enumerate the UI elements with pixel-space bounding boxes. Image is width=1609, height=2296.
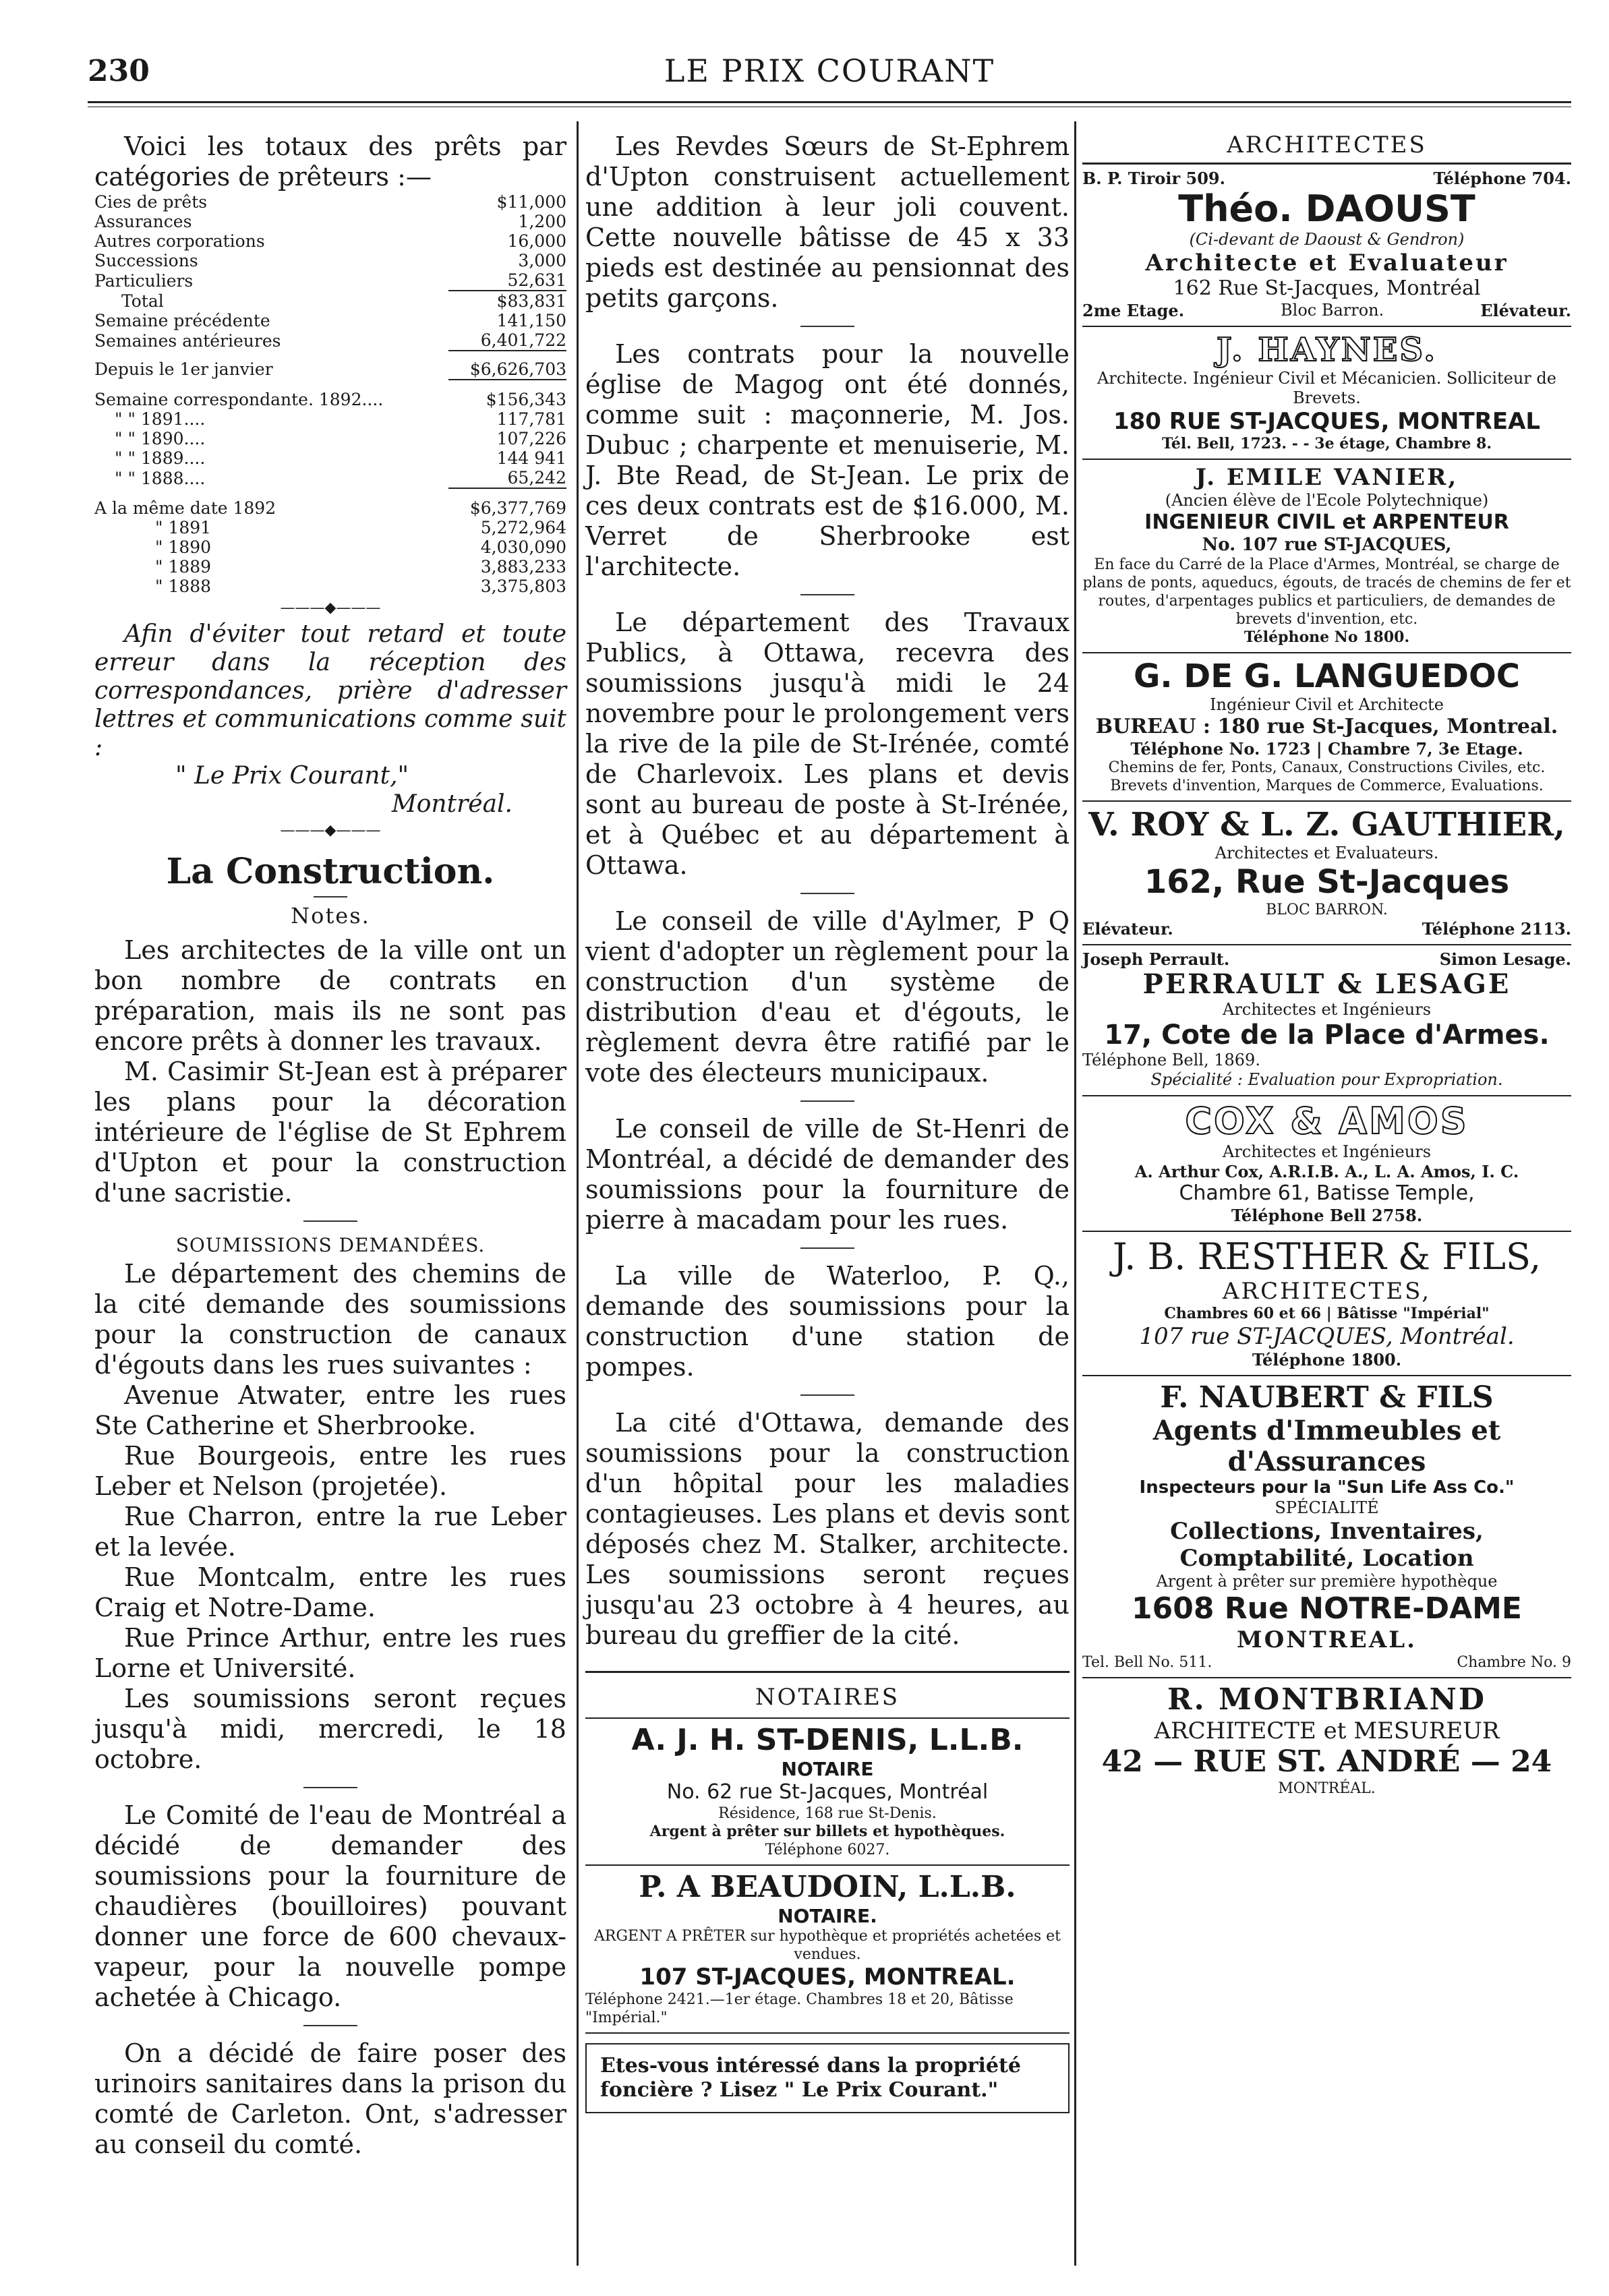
table-row: " 1889 3,883,233 bbox=[155, 557, 566, 577]
table-row: " " 1890.... 107,226 bbox=[115, 429, 566, 448]
table-row: Semaines antérieures 6,401,722 bbox=[94, 330, 566, 351]
table-row: Semaine correspondante. 1892.... $156,343 bbox=[94, 380, 566, 409]
notaires-section bbox=[585, 1671, 1070, 2113]
subsection-heading: SOUMISSIONS DEMANDÉES. bbox=[175, 1234, 486, 1256]
ad-haynes: J. HAYNES. Architecte. Ingénieur Civil et Mécanicien. Solliciteur de Brevets. 180 RUE ST-JACQUES, MONTREAL Tél. Bell, 1723. - - 3e étage, Chambre 8. bbox=[1082, 327, 1571, 460]
article-paragraph: Le département des Travaux Publics, à Ottawa, recevra des soumissions jusqu'à midi le 24 novembre pour le prolongement vers la rive de la pile de St-Irénée, comté de Charlevoix. Les plans et devis sont au bureau de poste à St-Irénée, et à Québec et au département à Ottawa. bbox=[585, 608, 1070, 880]
ad-languedoc: G. DE G. LANGUEDOC Ingénieur Civil et Architecte BUREAU : 180 rue St-Jacques, Montreal. Téléphone No. 1723 | Chambre 7, 3e Etage. Chemins de fer, Ponts, Canaux, Constructions Civiles, etc. Brevets d'invention, Marques de Commerce, Evaluations. bbox=[1082, 653, 1571, 802]
ad-name: J. B. RESTHER & FILS, bbox=[1112, 1235, 1542, 1278]
notary-name: A. J. H. ST-DENIS, L.L.B. bbox=[631, 1723, 1024, 1757]
article-paragraph: Le conseil de ville de St-Henri de Montréal, a décidé de demander des soumissions pour la fourniture de pierre à macadam pour les rues. bbox=[585, 1114, 1070, 1235]
notary-residence: Résidence, 168 rue St-Denis. bbox=[718, 1805, 937, 1822]
header-rule bbox=[88, 101, 1571, 103]
notary-phone: Téléphone 6027. bbox=[765, 1842, 890, 1858]
article-paragraph: La cité d'Ottawa, demande des soumissions pour la construction d'un hôpital pour les maladies contagieuses. Les plans et devis sont déposés chez M. Stalker, architecte. Les soumissions seront reçues jusqu'au 23 octobre à 4 heures, au bureau du greffier de la cité. bbox=[585, 1408, 1070, 1650]
article-paragraph: Avenue Atwater, entre les rues Ste Catherine et Sherbrooke. bbox=[94, 1380, 566, 1440]
separator bbox=[800, 1100, 854, 1102]
notary-card bbox=[585, 1719, 1070, 1866]
notary-address: No. 62 rue St-Jacques, Montréal bbox=[666, 1780, 989, 1804]
ad-name: F. NAUBERT & FILS bbox=[1160, 1380, 1494, 1415]
article-paragraph: Rue Prince Arthur, entre les rues Lorne et Université. bbox=[94, 1623, 566, 1683]
separator bbox=[303, 1787, 357, 1788]
table-row: " 1890 4,030,090 bbox=[155, 537, 566, 557]
ad-name: J. HAYNES. bbox=[1217, 331, 1437, 369]
page-number: 230 bbox=[88, 54, 150, 88]
ad-name: G. DE G. LANGUEDOC bbox=[1134, 657, 1520, 695]
separator bbox=[800, 1394, 854, 1396]
table-row: A la même date 1892 $6,377,769 bbox=[94, 488, 566, 518]
article-paragraph: Rue Charron, entre la rue Leber et la levée. bbox=[94, 1502, 566, 1562]
notaires-heading: NOTAIRES bbox=[585, 1684, 1070, 1719]
table-row: Successions 3,000 bbox=[94, 251, 566, 270]
notice-address: " Le Prix Courant," bbox=[175, 762, 409, 790]
ad-roy-gauthier: V. ROY & L. Z. GAUTHIER, Architectes et Evaluateurs. 162, Rue St-Jacques BLOC BARRON. Elévateur. Téléphone 2113. bbox=[1082, 802, 1571, 945]
ad-montbriand: R. MONTBRIAND ARCHITECTE et MESUREUR 42 — RUE ST. ANDRÉ — 24 MONTRÉAL. bbox=[1082, 1678, 1571, 1798]
article-paragraph: On a décidé de faire poser des urinoirs sanitaires dans la prison du comté de Carleton. Ont, s'adresser au conseil du comté. bbox=[94, 2038, 566, 2159]
notice-text: Afin d'éviter tout retard et toute erreur dans la réception des correspondances, prière d'adresser lettres et communications comme suit : bbox=[94, 620, 566, 761]
ad-vanier: J. EMILE VANIER, (Ancien élève de l'Ecole Polytechnique) INGENIEUR CIVIL et ARPENTEUR No. 107 rue ST-JACQUES, En face du Carré de la Place d'Armes, Montréal, se charge de plans de ponts, aqueducs, égouts, de tracés de chemins de fer et routes, d'arpentages publics et particuliers, de demandes de brevets d'invention, etc. Téléphone No 1800. bbox=[1082, 460, 1571, 653]
page-title: LE PRIX COURANT bbox=[664, 53, 995, 89]
notary-role: NOTAIRE bbox=[781, 1758, 874, 1780]
column-divider-2 bbox=[1074, 121, 1076, 2266]
ad-name: PERRAULT & LESAGE bbox=[1142, 968, 1511, 1000]
ad-name: COX & AMOS bbox=[1185, 1100, 1469, 1142]
notice-city: Montréal. bbox=[391, 790, 513, 818]
table-row: " " 1888.... 65,242 bbox=[115, 468, 566, 488]
notes-heading: Notes. bbox=[291, 903, 370, 929]
ad-name: R. MONTBRIAND bbox=[1167, 1682, 1487, 1717]
notary-loan: ARGENT A PRÊTER sur hypothèque et propriétés achetées et vendues. bbox=[594, 1928, 1061, 1963]
table-row: " 1888 3,375,803 bbox=[155, 577, 566, 596]
column-3 bbox=[1082, 131, 1571, 1798]
table-row: " " 1889.... 144 941 bbox=[115, 448, 566, 468]
article-paragraph: La ville de Waterloo, P. Q., demande des soumissions pour la construction d'une station de pompes. bbox=[585, 1261, 1070, 1382]
table-row: Semaine précédente 141,150 bbox=[94, 311, 566, 330]
separator bbox=[314, 896, 347, 897]
table-row: Autres corporations 16,000 bbox=[94, 231, 566, 251]
separator bbox=[800, 594, 854, 595]
article-paragraph: Rue Montcalm, entre les rues Craig et Notre-Dame. bbox=[94, 1562, 566, 1622]
ad-name: J. EMILE VANIER, bbox=[1195, 464, 1459, 491]
ad-naubert: F. NAUBERT & FILS Agents d'Immeubles et d'Assurances Inspecteurs pour la "Sun Life Ass Co." SPÉCIALITÉ Collections, Inventaires, Comptabilité, Location Argent à prêter sur première hypothèque 1608 Rue NOTRE-DAME MONTREAL. Tel. Bell No. 511. Chambre No. 9 bbox=[1082, 1376, 1571, 1678]
ad-name: V. ROY & L. Z. GAUTHIER, bbox=[1088, 806, 1565, 844]
column-1 bbox=[94, 131, 566, 2160]
ad-cox-amos: COX & AMOS Architectes et Ingénieurs A. Arthur Cox, A.R.I.B. A., L. A. Amos, I. C. Chambre 61, Batisse Temple, Téléphone Bell 2758. bbox=[1082, 1096, 1571, 1232]
notary-phone: Téléphone 2421.—1er étage. Chambres 18 et 20, Bâtisse "Impérial." bbox=[585, 1991, 1014, 2026]
notary-role: NOTAIRE. bbox=[778, 1905, 877, 1927]
loans-intro: Voici les totaux des prêts par catégories de prêteurs :— bbox=[94, 131, 566, 192]
page-header bbox=[88, 47, 1571, 94]
ad-perrault-lesage: Joseph Perrault. Simon Lesage. PERRAULT & LESAGE Architectes et Ingénieurs 17, Cote de la Place d'Armes. Téléphone Bell, 1869. Spécialité : Evaluation pour Expropriation. bbox=[1082, 945, 1571, 1096]
article-paragraph: Rue Bourgeois, entre les rues Leber et Nelson (projetée). bbox=[94, 1441, 566, 1501]
article-paragraph: Les architectes de la ville ont un bon nombre de contrats en préparation, mais ils ne sont pas encore prêts à donner les travaux. bbox=[94, 935, 566, 1056]
ad-name: Théo. DAOUST bbox=[1178, 187, 1475, 230]
architectes-heading: ARCHITECTES bbox=[1082, 131, 1571, 165]
table-row: " 1891 5,272,964 bbox=[155, 518, 566, 537]
table-row: Depuis le 1er janvier $6,626,703 bbox=[94, 351, 566, 380]
loans-table bbox=[94, 192, 566, 596]
separator bbox=[303, 2025, 357, 2026]
notary-loan: Argent à prêter sur billets et hypothèques. bbox=[649, 1823, 1005, 1840]
advertisement-box: Etes-vous intéressé dans la propriété foncière ? Lisez " Le Prix Courant." bbox=[585, 2043, 1070, 2113]
separator-ornament: ———◆——— bbox=[280, 822, 381, 839]
separator-ornament: ———◆——— bbox=[280, 599, 381, 616]
article-paragraph: Le conseil de ville d'Aylmer, P Q vient d'adopter un règlement pour la construction d'un système de distribution d'eau et d'égouts, le règlement devra être ratifié par le vote des électeurs municipaux. bbox=[585, 906, 1070, 1088]
article-paragraph: Les contrats pour la nouvelle église de Magog ont été donnés, comme suit : maçonnerie, M. Jos. Dubuc ; charpente et menuiserie, M. J. Bte Read, de St-Jean. Le prix de ces deux contrats est de $16.000, M. Verret de Sherbrooke est l'architecte. bbox=[585, 339, 1070, 581]
ad-daoust: B. P. Tiroir 509. Téléphone 704. Théo. DAOUST (Ci-devant de Daoust & Gendron) Architecte et Evaluateur 162 Rue St-Jacques, Montréal 2me Etage. Bloc Barron. Elévateur. bbox=[1082, 165, 1571, 327]
table-row: Total $83,831 bbox=[121, 291, 566, 311]
table-row: Particuliers 52,631 bbox=[94, 270, 566, 291]
article-paragraph: Le département des chemins de la cité demande des soumissions pour la construction de canaux d'égouts dans les rues suivantes : bbox=[94, 1259, 566, 1380]
table-row: Cies de prêts $11,000 bbox=[94, 192, 566, 212]
separator bbox=[800, 893, 854, 894]
ad-resther: J. B. RESTHER & FILS, ARCHITECTES, Chambres 60 et 66 | Bâtisse "Impérial" 107 rue ST-JACQUES, Montréal. Téléphone 1800. bbox=[1082, 1232, 1571, 1376]
article-paragraph: Les Revdes Sœurs de St-Ephrem d'Upton construisent actuellement une addition à leur joli couvent. Cette nouvelle bâtisse de 45 x 33 pieds est destinée au pensionnat des petits garçons. bbox=[585, 131, 1070, 313]
article-paragraph: Le Comité de l'eau de Montréal a décidé de demander des soumissions pour la fourniture de chaudières (bouilloires) pouvant donner une force de 600 chevaux-vapeur, pour la nouvelle pompe achetée à Chicago. bbox=[94, 1800, 566, 2012]
table-row: " " 1891.... 117,781 bbox=[115, 409, 566, 429]
separator bbox=[303, 1220, 357, 1222]
notary-card bbox=[585, 1866, 1070, 2034]
notary-name: P. A BEAUDOIN, L.L.B. bbox=[639, 1870, 1016, 1904]
notary-address: 107 ST-JACQUES, MONTREAL. bbox=[639, 1964, 1016, 1991]
separator bbox=[800, 326, 854, 327]
table-row: Assurances 1,200 bbox=[94, 212, 566, 231]
section-heading: La Construction. bbox=[166, 851, 495, 892]
separator bbox=[800, 1247, 854, 1249]
column-2 bbox=[585, 131, 1070, 2113]
article-paragraph: M. Casimir St-Jean est à préparer les plans pour la décoration intérieure de l'église de St Ephrem d'Upton et pour la construction d'une sacristie. bbox=[94, 1057, 566, 1208]
column-divider-1 bbox=[577, 121, 579, 2266]
article-paragraph: Les soumissions seront reçues jusqu'à midi, mercredi, le 18 octobre. bbox=[94, 1684, 566, 1774]
